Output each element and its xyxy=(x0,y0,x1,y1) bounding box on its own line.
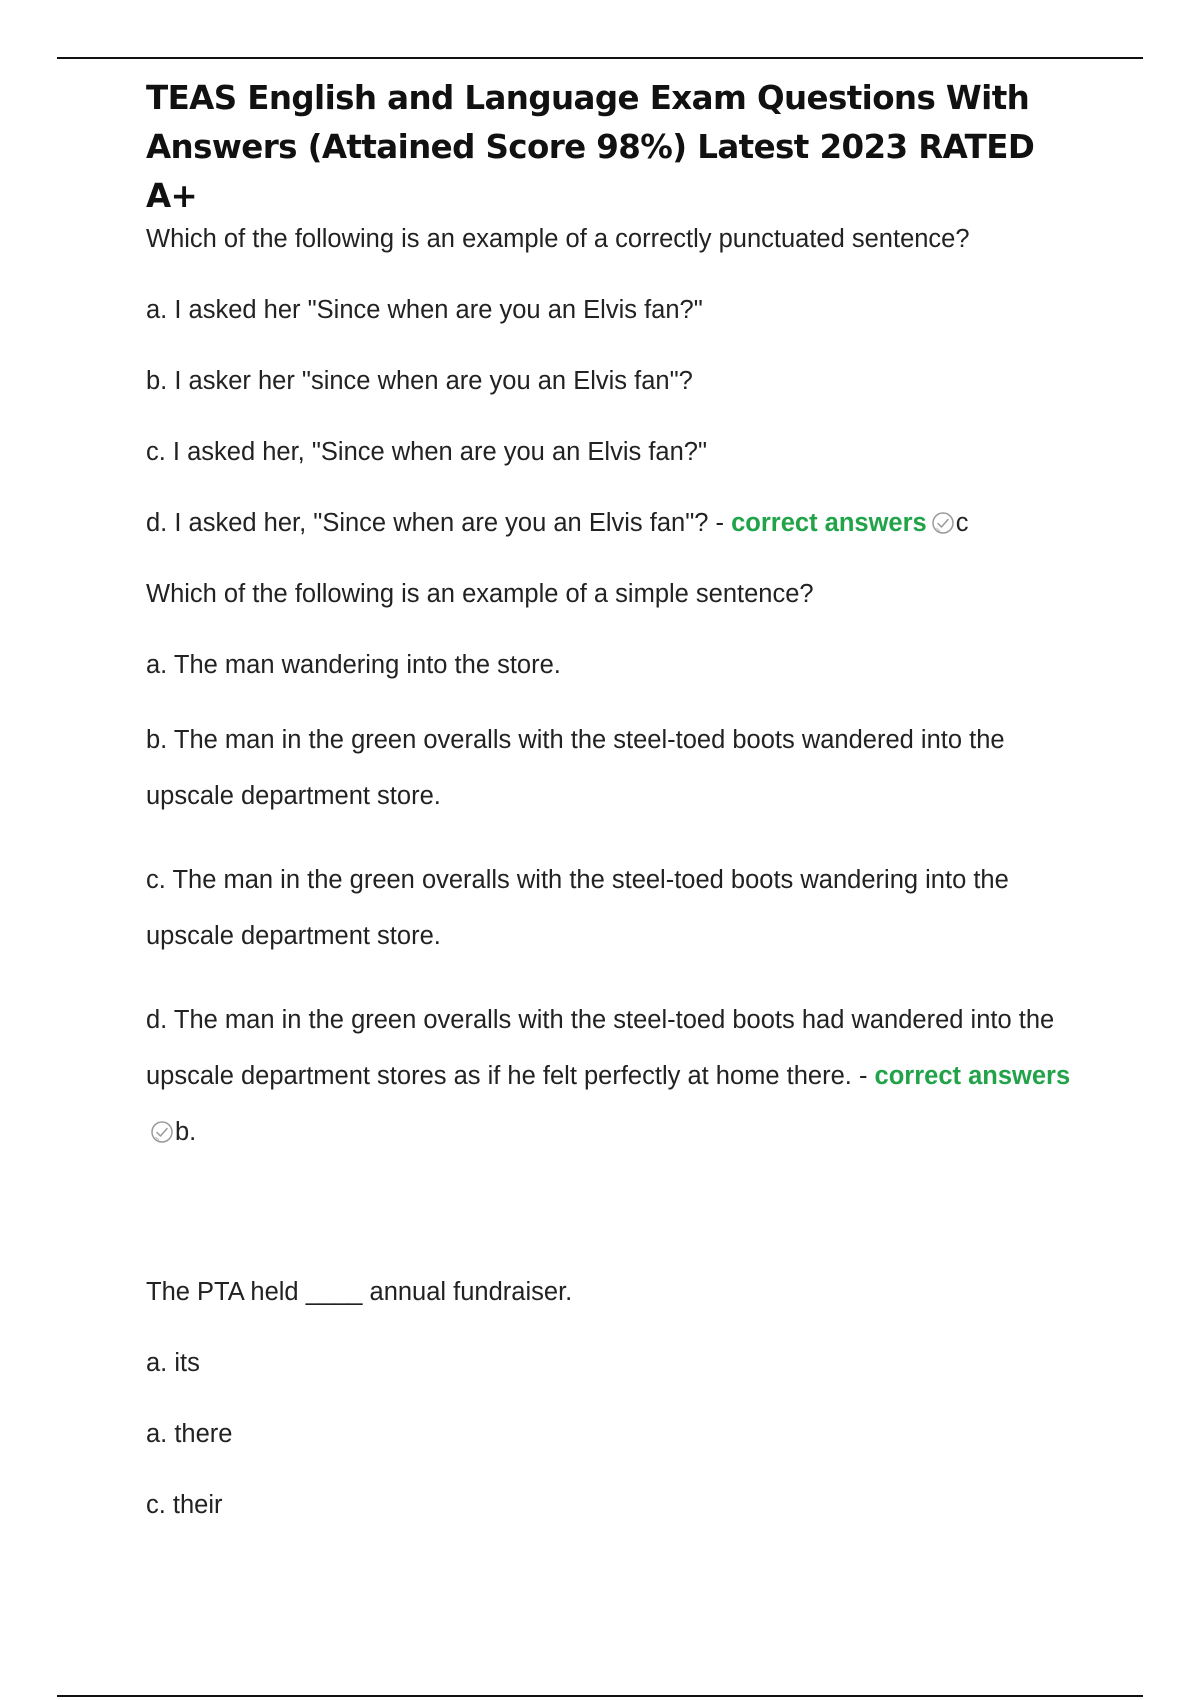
question-3-option-c: c. their xyxy=(146,1491,223,1519)
question-1-answer-label: correct answers xyxy=(731,509,927,537)
question-2-option-d: d. The man in the green overalls with the steel-toed boots had wandered into the upscale department stores as if he felt perfectly at home there. - xyxy=(146,1006,1055,1090)
question-2-option-a: a. The man wandering into the store. xyxy=(146,651,561,679)
question-3-option-a: a. its xyxy=(146,1349,200,1377)
check-circle-icon xyxy=(931,511,955,535)
header-rule xyxy=(57,57,1143,59)
question-2-option-d-line xyxy=(146,992,1086,1160)
question-2-answer-value: b. xyxy=(175,1118,197,1146)
question-1-option-d: d. I asked her, "Since when are you an Elvis fan"? - xyxy=(146,509,732,537)
check-circle-icon xyxy=(150,1120,174,1144)
question-1-option-a: a. I asked her "Since when are you an Elvis fan?" xyxy=(146,296,703,324)
document-body xyxy=(146,74,1086,1524)
question-1-option-b: b. I asker her "since when are you an Elvis fan"? xyxy=(146,367,693,395)
question-3-prompt: The PTA held ____ annual fundraiser. xyxy=(146,1278,573,1306)
question-1-answer-value: c xyxy=(955,509,969,537)
question-2-option-c: c. The man in the green overalls with the steel-toed boots wandering into the upscale department store. xyxy=(146,866,1009,950)
document-title: TEAS English and Language Exam Questions With Answers (Attained Score 98%) Latest 2023 RATED A+ xyxy=(146,79,1035,215)
question-2-option-b: b. The man in the green overalls with the steel-toed boots wandered into the upscale department store. xyxy=(146,726,1005,810)
question-1-option-c: c. I asked her, "Since when are you an Elvis fan?" xyxy=(146,438,707,466)
question-2-answer-label: correct answers xyxy=(874,1062,1071,1090)
question-2-prompt: Which of the following is an example of a simple sentence? xyxy=(146,580,814,608)
question-3-option-b: a. there xyxy=(146,1420,233,1448)
question-1-option-d-line xyxy=(146,505,1086,542)
question-1-prompt: Which of the following is an example of a correctly punctuated sentence? xyxy=(146,225,970,253)
footer-rule xyxy=(57,1695,1143,1697)
